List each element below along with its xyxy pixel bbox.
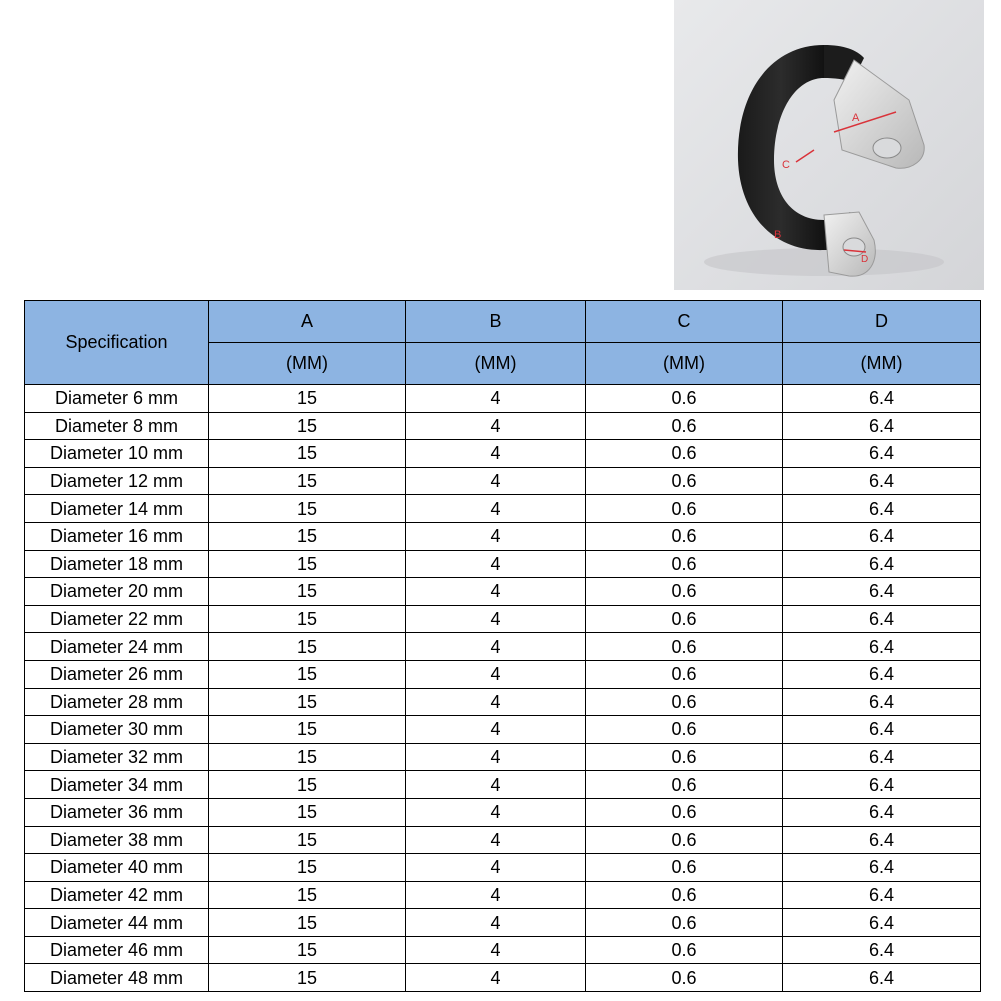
cell-specification: Diameter 46 mm [25, 936, 209, 964]
cell-d: 6.4 [783, 743, 981, 771]
cell-d: 6.4 [783, 771, 981, 799]
cell-a: 15 [209, 660, 406, 688]
cell-b: 4 [406, 440, 586, 468]
cell-a: 15 [209, 964, 406, 992]
cell-specification: Diameter 16 mm [25, 522, 209, 550]
cell-c: 0.6 [586, 633, 783, 661]
cell-specification: Diameter 26 mm [25, 660, 209, 688]
cell-a: 15 [209, 440, 406, 468]
cell-c: 0.6 [586, 467, 783, 495]
specification-table [24, 300, 981, 992]
header-unit-c: (MM) [586, 343, 783, 385]
cell-specification: Diameter 18 mm [25, 550, 209, 578]
cell-d: 6.4 [783, 385, 981, 413]
cell-b: 4 [406, 578, 586, 606]
cell-c: 0.6 [586, 605, 783, 633]
table-row [25, 412, 981, 440]
cell-d: 6.4 [783, 605, 981, 633]
cell-a: 15 [209, 688, 406, 716]
cell-c: 0.6 [586, 550, 783, 578]
table-row [25, 660, 981, 688]
cell-specification: Diameter 30 mm [25, 716, 209, 744]
table-row [25, 798, 981, 826]
cell-d: 6.4 [783, 495, 981, 523]
header-unit-d: (MM) [783, 343, 981, 385]
cell-c: 0.6 [586, 854, 783, 882]
table-row [25, 495, 981, 523]
cell-c: 0.6 [586, 936, 783, 964]
table-row [25, 964, 981, 992]
cell-a: 15 [209, 771, 406, 799]
cell-d: 6.4 [783, 522, 981, 550]
cell-d: 6.4 [783, 936, 981, 964]
cell-d: 6.4 [783, 412, 981, 440]
table-row [25, 605, 981, 633]
cell-c: 0.6 [586, 881, 783, 909]
cell-d: 6.4 [783, 909, 981, 937]
cell-b: 4 [406, 633, 586, 661]
cell-d: 6.4 [783, 826, 981, 854]
cell-b: 4 [406, 771, 586, 799]
cell-b: 4 [406, 743, 586, 771]
cell-c: 0.6 [586, 440, 783, 468]
table-row [25, 881, 981, 909]
header-specification: Specification [25, 301, 209, 385]
cell-b: 4 [406, 550, 586, 578]
header-unit-b: (MM) [406, 343, 586, 385]
cell-c: 0.6 [586, 964, 783, 992]
cell-c: 0.6 [586, 522, 783, 550]
cell-a: 15 [209, 854, 406, 882]
table-row [25, 771, 981, 799]
dimension-label-d: D [861, 254, 869, 265]
table-row [25, 909, 981, 937]
cell-c: 0.6 [586, 412, 783, 440]
cell-b: 4 [406, 688, 586, 716]
cell-d: 6.4 [783, 578, 981, 606]
cell-specification: Diameter 40 mm [25, 854, 209, 882]
cell-specification: Diameter 8 mm [25, 412, 209, 440]
cell-specification: Diameter 20 mm [25, 578, 209, 606]
header-col-d: D [783, 301, 981, 343]
cell-b: 4 [406, 495, 586, 523]
cell-c: 0.6 [586, 716, 783, 744]
table-row [25, 550, 981, 578]
table-row [25, 633, 981, 661]
cell-b: 4 [406, 826, 586, 854]
cell-d: 6.4 [783, 881, 981, 909]
table-row [25, 716, 981, 744]
cell-a: 15 [209, 633, 406, 661]
cell-a: 15 [209, 385, 406, 413]
table-row [25, 854, 981, 882]
cell-specification: Diameter 14 mm [25, 495, 209, 523]
table-row [25, 743, 981, 771]
table-row [25, 688, 981, 716]
cell-a: 15 [209, 909, 406, 937]
table-row [25, 440, 981, 468]
cell-d: 6.4 [783, 633, 981, 661]
cell-d: 6.4 [783, 467, 981, 495]
cell-a: 15 [209, 550, 406, 578]
cell-a: 15 [209, 412, 406, 440]
cell-specification: Diameter 34 mm [25, 771, 209, 799]
header-unit-a: (MM) [209, 343, 406, 385]
cell-b: 4 [406, 522, 586, 550]
cell-a: 15 [209, 495, 406, 523]
dimension-label-b: B [774, 229, 782, 241]
table-row [25, 522, 981, 550]
cell-c: 0.6 [586, 909, 783, 937]
cell-c: 0.6 [586, 385, 783, 413]
cell-a: 15 [209, 716, 406, 744]
table-row [25, 467, 981, 495]
cell-a: 15 [209, 467, 406, 495]
cell-b: 4 [406, 605, 586, 633]
cell-c: 0.6 [586, 660, 783, 688]
cell-d: 6.4 [783, 854, 981, 882]
cell-b: 4 [406, 467, 586, 495]
cell-d: 6.4 [783, 550, 981, 578]
cell-d: 6.4 [783, 688, 981, 716]
cell-specification: Diameter 42 mm [25, 881, 209, 909]
cell-d: 6.4 [783, 440, 981, 468]
cell-b: 4 [406, 798, 586, 826]
cell-specification: Diameter 48 mm [25, 964, 209, 992]
cell-d: 6.4 [783, 798, 981, 826]
cell-b: 4 [406, 412, 586, 440]
cell-specification: Diameter 28 mm [25, 688, 209, 716]
dimension-label-a: A [852, 112, 860, 124]
cell-specification: Diameter 24 mm [25, 633, 209, 661]
cell-b: 4 [406, 854, 586, 882]
table-row [25, 385, 981, 413]
cell-specification: Diameter 22 mm [25, 605, 209, 633]
table-row [25, 936, 981, 964]
cell-b: 4 [406, 716, 586, 744]
cell-d: 6.4 [783, 660, 981, 688]
cell-a: 15 [209, 826, 406, 854]
dimension-label-c: C [782, 159, 790, 171]
cell-b: 4 [406, 936, 586, 964]
cell-a: 15 [209, 578, 406, 606]
cell-b: 4 [406, 385, 586, 413]
product-photo [674, 0, 984, 290]
cell-c: 0.6 [586, 495, 783, 523]
cell-d: 6.4 [783, 964, 981, 992]
cell-b: 4 [406, 660, 586, 688]
cell-specification: Diameter 36 mm [25, 798, 209, 826]
table-body [25, 385, 981, 992]
header-col-b: B [406, 301, 586, 343]
cell-c: 0.6 [586, 798, 783, 826]
cell-a: 15 [209, 743, 406, 771]
cell-b: 4 [406, 881, 586, 909]
cell-c: 0.6 [586, 688, 783, 716]
table-row [25, 826, 981, 854]
cell-specification: Diameter 38 mm [25, 826, 209, 854]
cell-a: 15 [209, 936, 406, 964]
cell-c: 0.6 [586, 826, 783, 854]
cell-a: 15 [209, 522, 406, 550]
cell-c: 0.6 [586, 771, 783, 799]
cell-d: 6.4 [783, 716, 981, 744]
header-col-c: C [586, 301, 783, 343]
cell-specification: Diameter 44 mm [25, 909, 209, 937]
cell-b: 4 [406, 964, 586, 992]
cell-specification: Diameter 10 mm [25, 440, 209, 468]
cell-specification: Diameter 6 mm [25, 385, 209, 413]
cell-specification: Diameter 12 mm [25, 467, 209, 495]
p-clamp-icon [674, 0, 984, 290]
cell-c: 0.6 [586, 743, 783, 771]
cell-a: 15 [209, 881, 406, 909]
cell-specification: Diameter 32 mm [25, 743, 209, 771]
cell-c: 0.6 [586, 578, 783, 606]
table-row [25, 578, 981, 606]
cell-a: 15 [209, 605, 406, 633]
cell-a: 15 [209, 798, 406, 826]
header-col-a: A [209, 301, 406, 343]
cell-b: 4 [406, 909, 586, 937]
